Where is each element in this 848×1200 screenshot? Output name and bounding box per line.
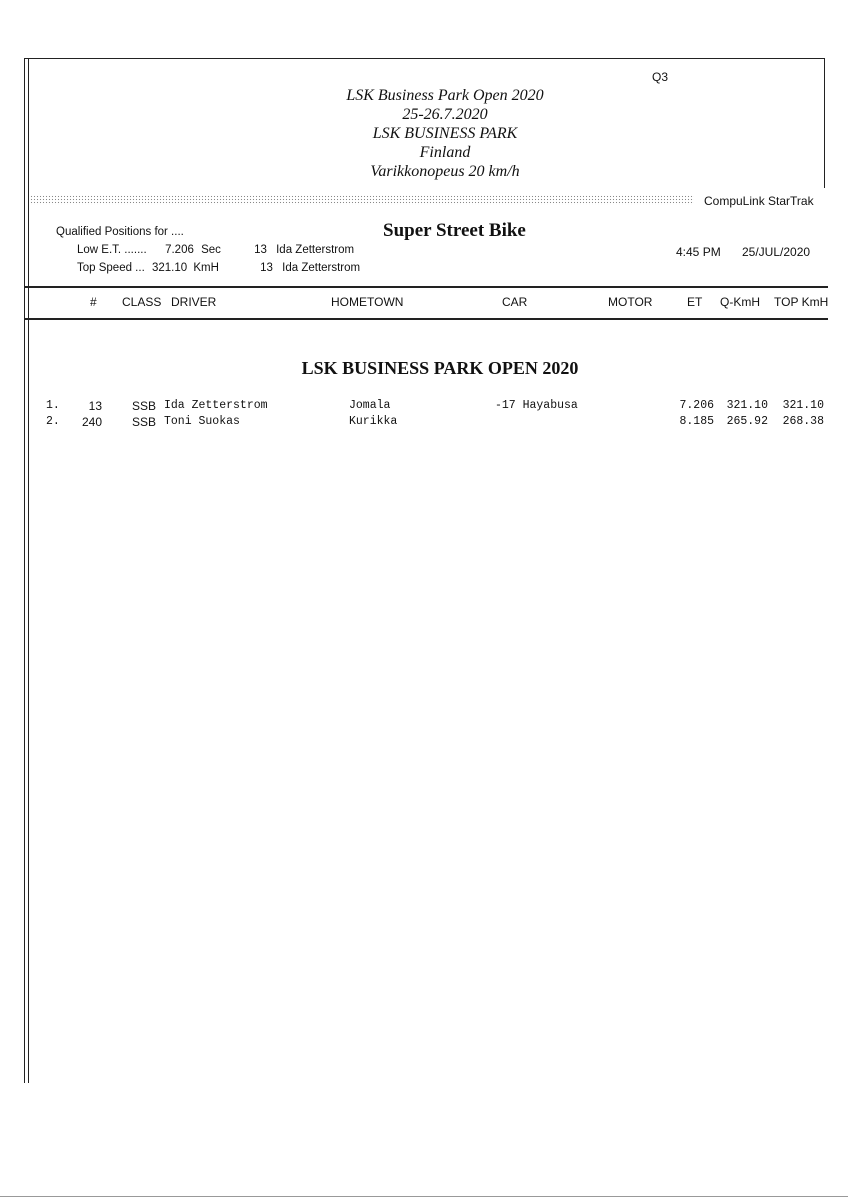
row-qkmh: 265.92	[726, 415, 768, 428]
col-topkmh: TOP KmH	[774, 295, 829, 309]
row-hometown: Jomala	[349, 399, 391, 412]
row-position: 2.	[46, 415, 60, 428]
session-label: Q3	[652, 70, 669, 84]
table-row	[0, 415, 848, 431]
low-et-driver: Ida Zetterstrom	[276, 244, 355, 256]
footer-rule	[0, 1196, 848, 1197]
top-border	[24, 58, 824, 59]
class-title: Super Street Bike	[383, 220, 526, 241]
row-driver: Toni Suokas	[164, 415, 240, 428]
row-hometown: Kurikka	[349, 415, 398, 428]
table-row	[0, 399, 848, 415]
top-speed-driver: Ida Zetterstrom	[282, 262, 361, 274]
row-number: 240	[81, 415, 102, 429]
row-driver: Ida Zetterstrom	[164, 399, 268, 412]
event-dates: 25-26.7.2020	[402, 106, 488, 123]
dotted-separator	[30, 195, 694, 205]
header-rule-top	[24, 286, 828, 288]
results-title: LSK BUSINESS PARK OPEN 2020	[301, 358, 579, 378]
row-position: 1.	[46, 399, 60, 412]
low-et-unit: Sec	[201, 244, 221, 256]
col-num: #	[90, 295, 97, 309]
low-et-row	[77, 244, 354, 256]
low-et-number: 13	[254, 244, 267, 256]
event-venue: LSK BUSINESS PARK	[372, 125, 518, 142]
row-topkmh: 268.38	[782, 415, 824, 428]
event-country: Finland	[419, 144, 471, 161]
report-date: 25/JUL/2020	[742, 245, 811, 259]
left-border-outer	[24, 58, 25, 1083]
header-rule-bottom	[24, 318, 828, 320]
top-speed-value: 321.10	[151, 262, 188, 274]
col-qkmh: Q-KmH	[720, 295, 760, 309]
row-car: -17 Hayabusa	[495, 399, 578, 412]
row-topkmh: 321.10	[782, 399, 824, 412]
col-motor: MOTOR	[608, 295, 653, 309]
row-qkmh: 321.10	[726, 399, 768, 412]
col-class: CLASS	[122, 295, 162, 309]
col-hometown: HOMETOWN	[331, 295, 404, 309]
right-border	[824, 58, 825, 188]
qualified-label: Qualified Positions for ....	[56, 226, 184, 238]
low-et-label: Low E.T. .......	[77, 244, 147, 256]
top-speed-label: Top Speed ...	[77, 262, 145, 274]
top-speed-number: 13	[260, 262, 273, 274]
row-number: 13	[88, 399, 102, 413]
col-car: CAR	[502, 295, 528, 309]
event-header	[300, 86, 590, 181]
low-et-value: 7.206	[165, 244, 194, 256]
software-name: CompuLink StarTrak	[704, 194, 814, 208]
col-et: ET	[687, 295, 703, 309]
row-et: 7.206	[679, 399, 714, 412]
left-border-inner	[28, 58, 29, 1083]
col-driver: DRIVER	[171, 295, 217, 309]
row-class: SSB	[132, 415, 157, 429]
row-class: SSB	[132, 399, 157, 413]
top-speed-row	[77, 262, 360, 274]
event-name: LSK Business Park Open 2020	[346, 87, 544, 104]
report-time: 4:45 PM	[676, 245, 721, 259]
event-pit-speed: Varikkonopeus 20 km/h	[370, 163, 520, 180]
top-speed-unit: KmH	[193, 262, 219, 274]
row-et: 8.185	[679, 415, 714, 428]
